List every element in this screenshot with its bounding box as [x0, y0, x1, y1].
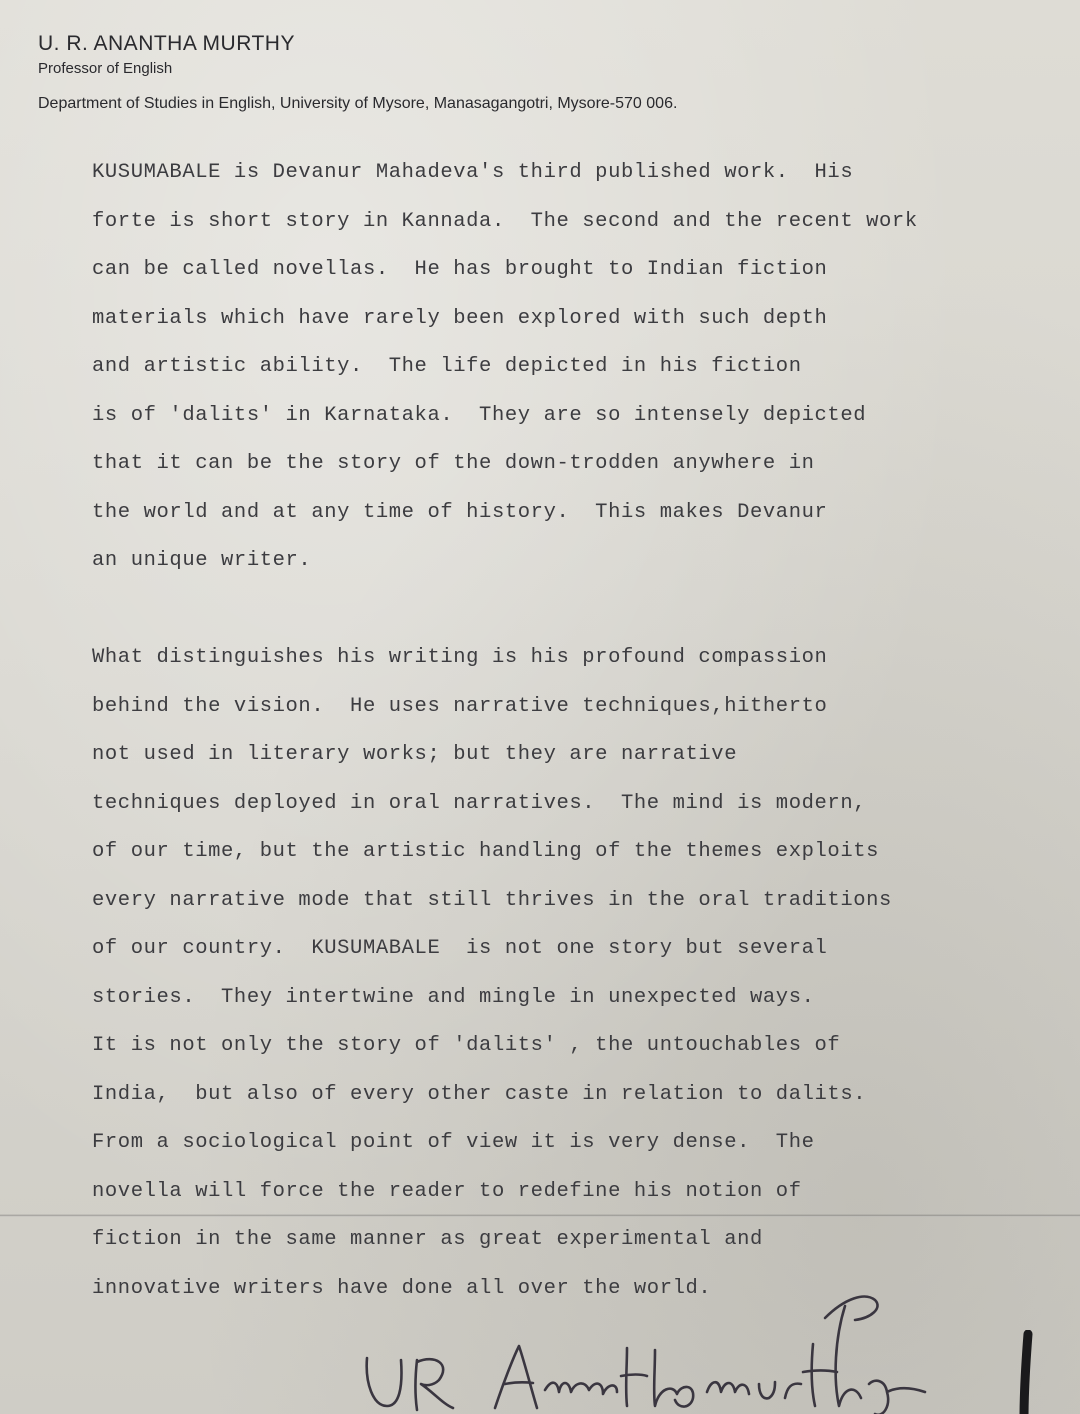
- paragraph-2: [92, 643, 1052, 1322]
- handwritten-signature: [355, 1288, 955, 1414]
- text-line: is of 'dalits' in Karnataka. They are so intensely depicted: [92, 403, 867, 427]
- text-line: What distinguishes his writing is his profound compassion: [92, 646, 828, 669]
- letter-body: [92, 158, 1052, 1322]
- text-line: of our time, but the artistic handling of the themes exploits: [92, 840, 880, 863]
- text-line: From a sociological point of view it is very dense. The: [92, 1131, 815, 1154]
- text-line: novella will force the reader to redefine his notion of: [92, 1179, 802, 1203]
- text-line: that it can be the story of the down-trodden anywhere in: [92, 452, 815, 475]
- text-line: the world and at any time of history. This makes Devanur: [92, 500, 828, 524]
- text-line: of our country. KUSUMABALE is not one story but several: [92, 937, 828, 960]
- paragraph-spacer: [92, 595, 1052, 644]
- ink-margin-mark: [1010, 1330, 1040, 1414]
- text-line: forte is short story in Kannada. The second and the recent work: [92, 209, 918, 233]
- text-line: techniques deployed in oral narratives. The mind is modern,: [92, 791, 867, 815]
- text-line: It is not only the story of 'dalits' , the untouchables of: [92, 1034, 841, 1057]
- paragraph-1: [92, 158, 1052, 595]
- letterhead-name: U. R. ANANTHA MURTHY: [38, 32, 295, 55]
- text-line: KUSUMABALE is Devanur Mahadeva's third published work. His: [92, 161, 854, 184]
- text-line: materials which have rarely been explored with such depth: [92, 306, 828, 330]
- text-line: stories. They intertwine and mingle in unexpected ways.: [92, 985, 815, 1009]
- text-line: can be called novellas. He has brought to Indian fiction: [92, 258, 828, 281]
- letterhead: [38, 30, 677, 116]
- text-line: and artistic ability. The life depicted in his fiction: [92, 355, 802, 378]
- text-line: India, but also of every other caste in relation to dalits.: [92, 1082, 867, 1106]
- text-line: every narrative mode that still thrives in the oral traditions: [92, 888, 892, 912]
- text-line: innovative writers have done all over the world.: [92, 1276, 712, 1300]
- text-line: fiction in the same manner as great experimental and: [92, 1228, 763, 1251]
- letterhead-title: Professor of English: [38, 60, 173, 77]
- text-line: behind the vision. He uses narrative techniques,hitherto: [92, 694, 828, 718]
- letterhead-department: Department of Studies in English, University of Mysore, Manasagangotri, Mysore-570 006.: [38, 95, 678, 112]
- text-line: not used in literary works; but they are narrative: [92, 743, 738, 766]
- text-line: an unique writer.: [92, 549, 312, 572]
